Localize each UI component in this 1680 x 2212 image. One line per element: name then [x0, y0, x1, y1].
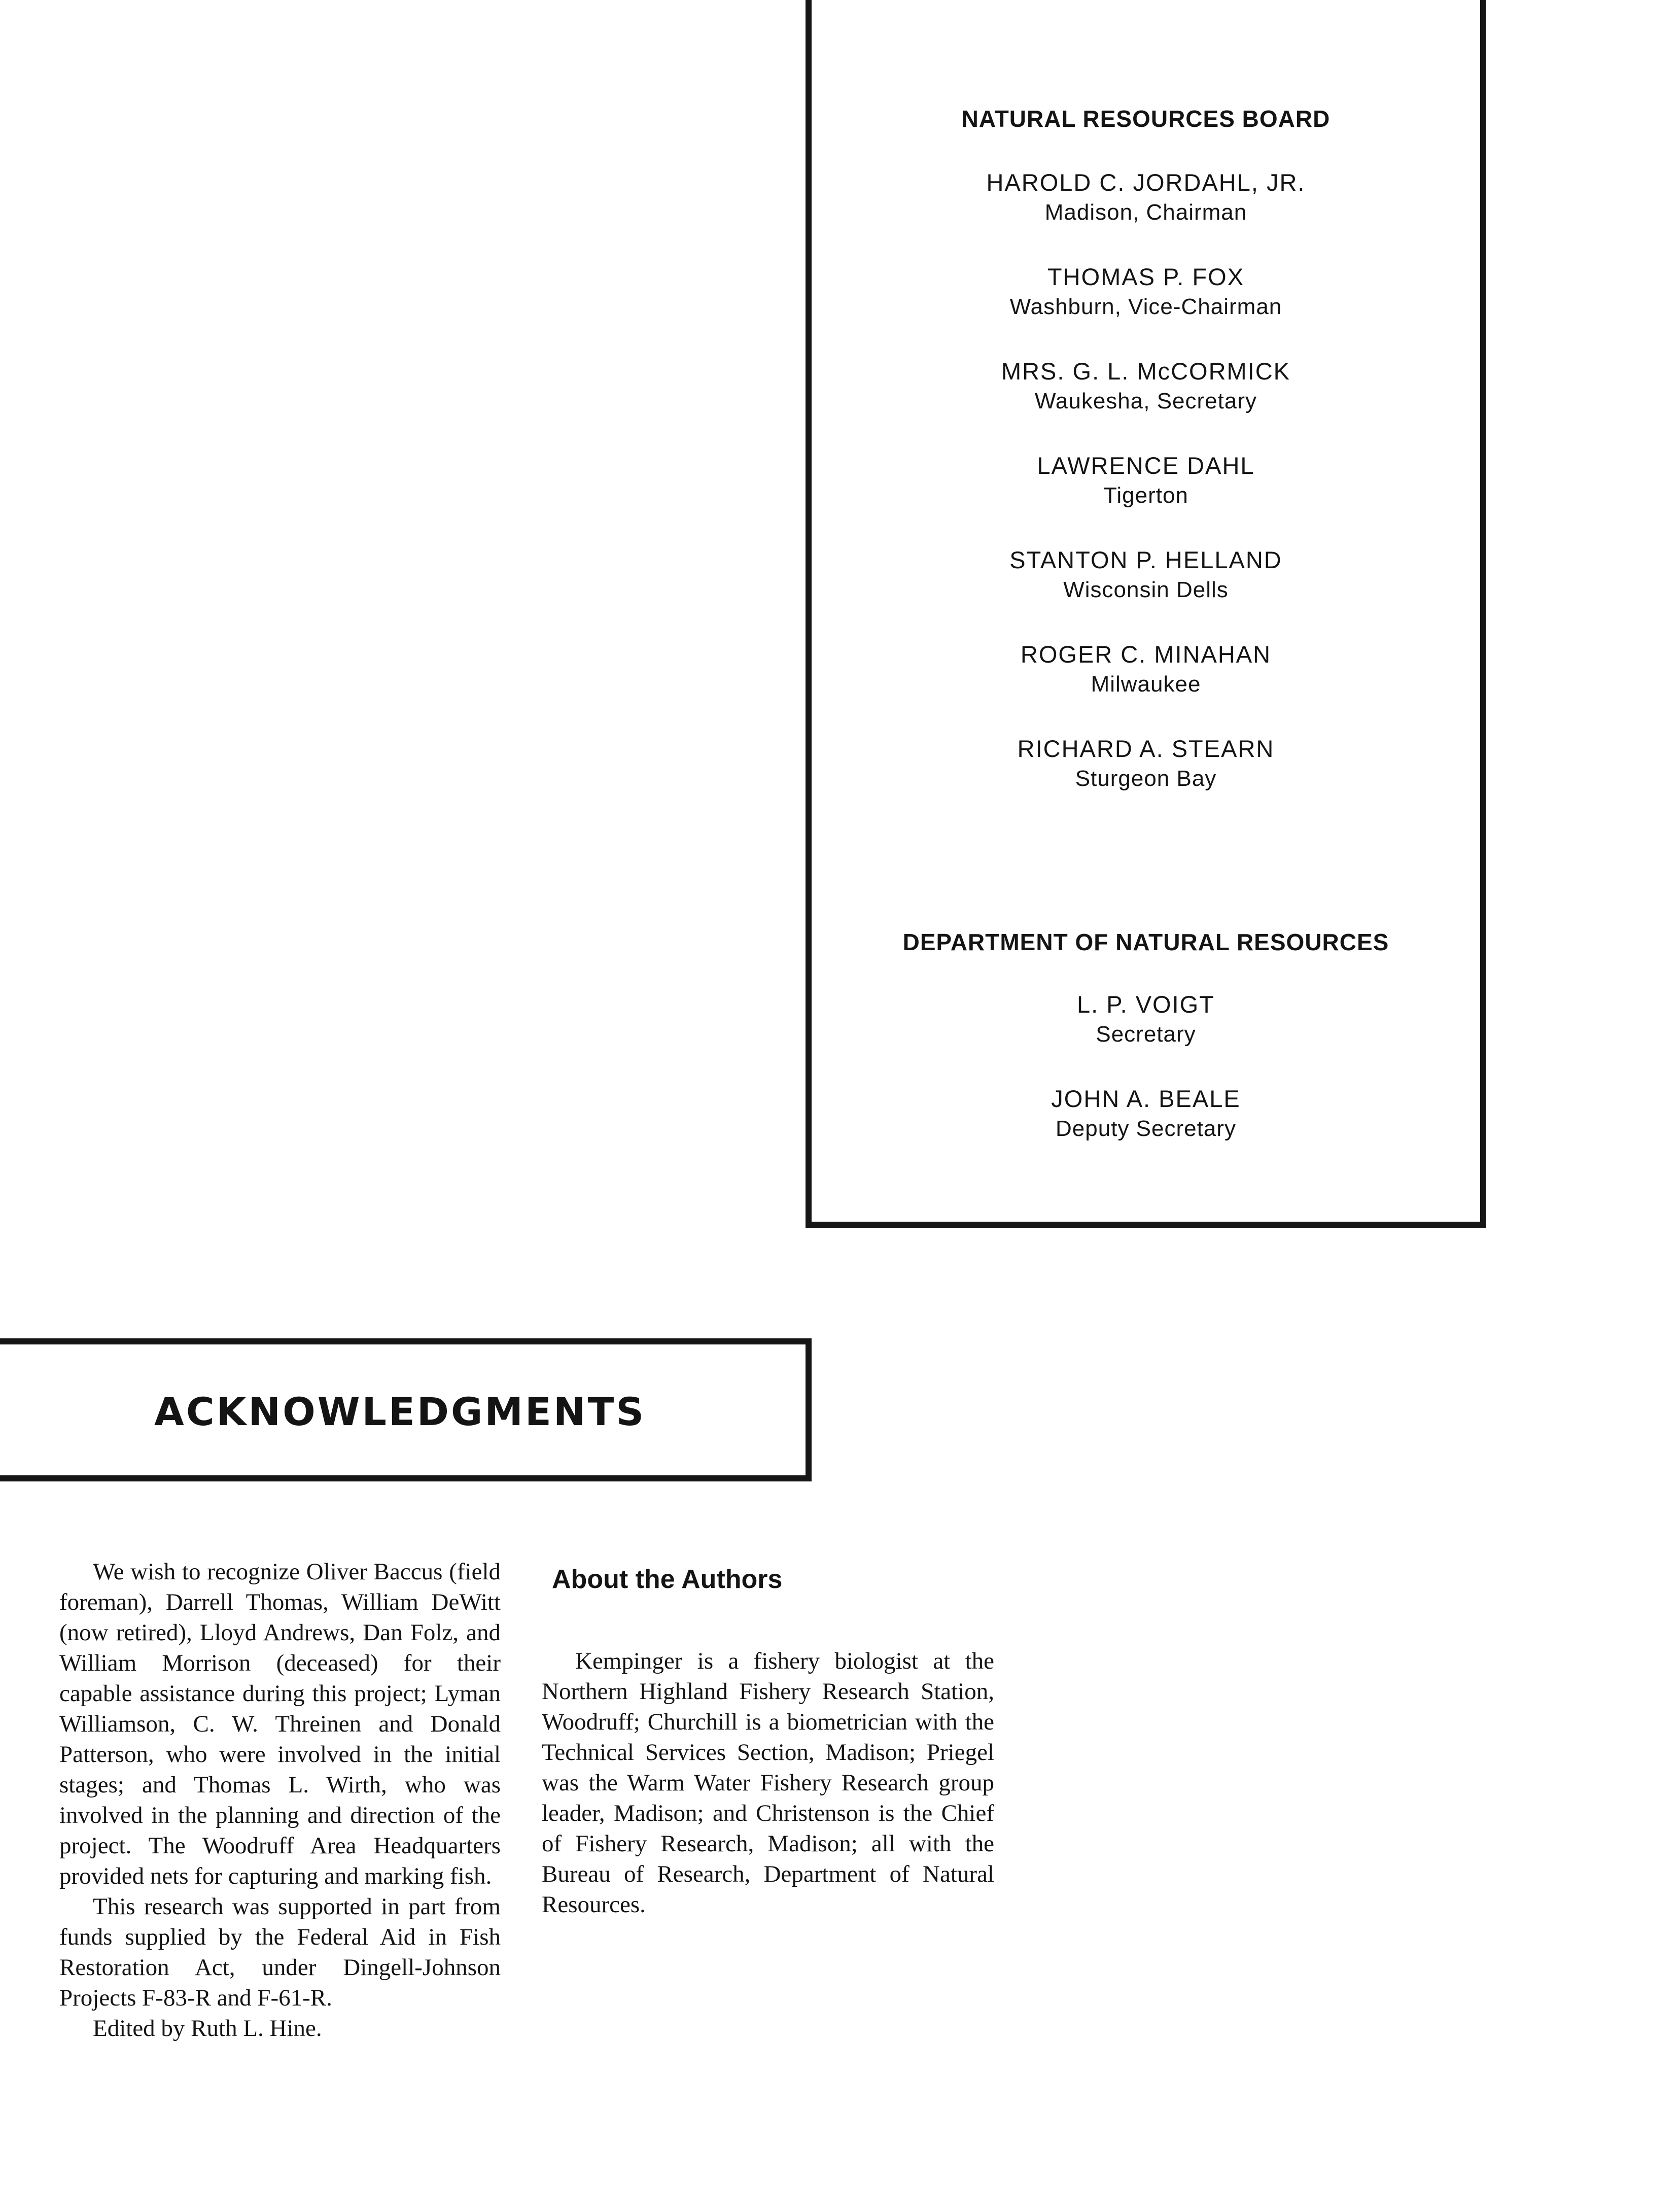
member-role: Wisconsin Dells: [1063, 577, 1229, 602]
board-member: [812, 734, 1480, 828]
member-name: RICHARD A. STEARN: [1017, 735, 1275, 762]
board-member: [812, 545, 1480, 639]
department-heading: DEPARTMENT OF NATURAL RESOURCES: [902, 929, 1389, 955]
department-official: [812, 1084, 1480, 1178]
member-name: MRS. G. L. McCORMICK: [1001, 358, 1291, 385]
board-member: [812, 167, 1480, 262]
acknowledgments-banner: [0, 1338, 812, 1481]
board-member: [812, 356, 1480, 451]
authors-heading: About the Authors: [552, 1565, 783, 1594]
member-name: STANTON P. HELLAND: [1009, 546, 1282, 573]
member-name: LAWRENCE DAHL: [1037, 452, 1255, 479]
official-name: JOHN A. BEALE: [1051, 1085, 1241, 1112]
acknowledgments-paragraph: We wish to recognize Oliver Baccus (field foreman), Darrell Thomas, William DeWitt (now retired), Lloyd Andrews, Dan Folz, and William Morrison (deceased) for their capable assistance during this project; Lyman Williamson, C. W. Threinen and Donald Patterson, who were involved in the initial stages; and Thomas L. Wirth, who was involved in the planning and direction of the project. The Woodruff Area Headquarters provided nets for capturing and marking fish.: [59, 1559, 501, 1889]
official-role: Secretary: [1096, 1022, 1196, 1047]
member-role: Sturgeon Bay: [1075, 766, 1217, 791]
board-panel: [806, 0, 1486, 1228]
member-role: Washburn, Vice-Chairman: [1009, 294, 1282, 319]
member-role: Tigerton: [1103, 483, 1188, 508]
authors-paragraph: Kempinger is a fishery biologist at the Northern Highland Fishery Research Station, Woodruff; Churchill is a biometrician with the Technical Services Section, Madison; Priegel was the Warm Water Fishery Research group leader, Madison; and Christenson is the Chief of Fishery Research, Madison; all with the Bureau of Research, Department of Natural Resources.: [542, 1648, 994, 1918]
board-member: [812, 451, 1480, 545]
member-name: HAROLD C. JORDAHL, JR.: [986, 169, 1306, 196]
board-member: [812, 262, 1480, 356]
member-role: Milwaukee: [1091, 672, 1201, 697]
board-heading: NATURAL RESOURCES BOARD: [961, 106, 1331, 132]
department-official: [812, 989, 1480, 1084]
member-role: Madison, Chairman: [1044, 200, 1247, 225]
member-name: THOMAS P. FOX: [1047, 263, 1245, 290]
official-name: L. P. VOIGT: [1077, 991, 1215, 1018]
board-member: [812, 639, 1480, 734]
acknowledgments-column: [59, 1557, 501, 2044]
member-name: ROGER C. MINAHAN: [1020, 641, 1272, 668]
board-member-list: [812, 167, 1480, 828]
member-role: Waukesha, Secretary: [1035, 389, 1257, 413]
department-official-list: [812, 989, 1480, 1178]
acknowledgments-title: ACKNOWLEDGMENTS: [154, 1389, 646, 1434]
funding-paragraph: This research was supported in part from funds supplied by the Federal Aid in Fish Restoration Act, under Dingell-Johnson Projects F-83-R and F-61-R.: [59, 1893, 501, 2011]
editor-credit: Edited by Ruth L. Hine.: [93, 2015, 322, 2042]
authors-column: [542, 1562, 994, 1920]
official-role: Deputy Secretary: [1056, 1116, 1236, 1141]
